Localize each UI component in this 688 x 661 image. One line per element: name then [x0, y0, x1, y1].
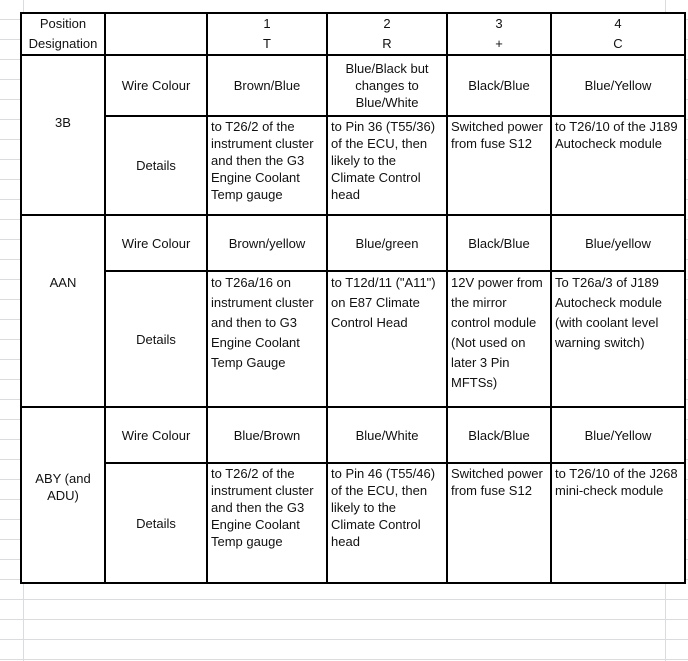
designation-label: Designation [28, 36, 98, 51]
wire-colour-value: Brown/Blue [233, 78, 301, 93]
details-cell[interactable] [551, 116, 685, 215]
position-number: 1 [263, 16, 271, 31]
wire-colour-label-cell[interactable] [105, 407, 207, 463]
table-row [21, 407, 685, 463]
wire-colour-cell[interactable] [447, 407, 551, 463]
wire-colour-cell[interactable] [327, 55, 447, 116]
details-cell[interactable] [551, 271, 685, 407]
header-row [21, 13, 685, 55]
details-cell[interactable] [207, 116, 327, 215]
wire-colour-cell[interactable] [327, 407, 447, 463]
details-label: Details [136, 515, 176, 531]
details-text: to T26/2 of the instrument cluster and then the G3 Engine Coolant Temp gauge [211, 119, 314, 202]
details-cell[interactable] [327, 271, 447, 407]
wire-colour-cell[interactable] [327, 215, 447, 271]
table-row [21, 116, 685, 215]
details-text: to Pin 46 (T55/46) of the ECU, then likely to the Climate Control head [331, 466, 436, 549]
header-empty-cell[interactable] [105, 13, 207, 55]
designation-value: C [613, 36, 623, 51]
details-text: to T26/10 of the J189 Autocheck module [555, 119, 678, 151]
wire-colour-label-cell[interactable] [105, 215, 207, 271]
details-cell[interactable] [447, 463, 551, 583]
wire-colour-label: Wire Colour [121, 427, 191, 443]
engine-cell-3b[interactable] [21, 55, 105, 215]
position-label: Position [39, 16, 87, 31]
engine-cell-aby[interactable] [21, 407, 105, 583]
wire-colour-value: Black/Blue [468, 427, 530, 443]
wire-colour-value: Blue/green [355, 235, 419, 251]
details-cell[interactable] [447, 116, 551, 215]
engine-name: AAN [49, 275, 77, 290]
wire-colour-cell[interactable] [447, 215, 551, 271]
wire-colour-value: Blue/yellow [585, 235, 651, 251]
table-row [21, 271, 685, 407]
wire-colour-value: Blue/Yellow [584, 427, 652, 443]
position-number: 3 [495, 16, 503, 31]
details-text: 12V power from the mirror control module (Not used on later 3 Pin MFTSs) [451, 275, 543, 390]
wire-colour-value: Brown/yellow [228, 235, 306, 251]
designation-value: R [382, 36, 392, 51]
header-position-2[interactable] [327, 13, 447, 55]
table-row [21, 463, 685, 583]
table-row [21, 55, 685, 116]
position-number: 2 [383, 16, 391, 31]
header-position-3[interactable] [447, 13, 551, 55]
position-number: 4 [614, 16, 622, 31]
wire-colour-value: Black/Blue [468, 235, 530, 251]
details-label-cell[interactable] [105, 463, 207, 583]
details-label-cell[interactable] [105, 116, 207, 215]
details-label: Details [136, 331, 176, 347]
designation-value: + [495, 36, 503, 51]
wire-colour-value: Blue/Black but changes to Blue/White [345, 61, 429, 110]
wire-colour-cell[interactable] [207, 55, 327, 116]
details-cell[interactable] [551, 463, 685, 583]
wire-colour-value: Blue/Yellow [584, 78, 652, 93]
engine-cell-aan[interactable] [21, 215, 105, 407]
wire-colour-cell[interactable] [207, 407, 327, 463]
wire-colour-value: Blue/White [355, 427, 419, 443]
wire-colour-cell[interactable] [447, 55, 551, 116]
details-text: to T12d/11 ("A11") on E87 Climate Control Head [331, 275, 436, 330]
details-label-cell[interactable] [105, 271, 207, 407]
wiring-table [20, 12, 686, 584]
details-cell[interactable] [207, 463, 327, 583]
details-text: To T26a/3 of J189 Autocheck module (with coolant level warning switch) [555, 275, 662, 350]
details-label: Details [136, 158, 176, 173]
wire-colour-value: Blue/Brown [233, 427, 301, 443]
wire-colour-cell[interactable] [551, 407, 685, 463]
header-label-cell[interactable] [21, 13, 105, 55]
details-cell[interactable] [327, 463, 447, 583]
wire-colour-cell[interactable] [551, 55, 685, 116]
details-cell[interactable] [447, 271, 551, 407]
table-row [21, 215, 685, 271]
header-position-4[interactable] [551, 13, 685, 55]
details-text: to T26/2 of the instrument cluster and then the G3 Engine Coolant Temp gauge [211, 466, 314, 549]
engine-name: ABY (and ADU) [35, 471, 91, 503]
wire-colour-value: Black/Blue [468, 78, 530, 93]
details-cell[interactable] [327, 116, 447, 215]
engine-name: 3B [55, 115, 71, 130]
wire-colour-cell[interactable] [207, 215, 327, 271]
details-text: to T26a/16 on instrument cluster and then to G3 Engine Coolant Temp Gauge [211, 275, 314, 370]
details-text: to Pin 36 (T55/36) of the ECU, then likely to the Climate Control head [331, 119, 436, 202]
wire-colour-label-cell[interactable] [105, 55, 207, 116]
details-cell[interactable] [207, 271, 327, 407]
designation-value: T [263, 36, 271, 51]
details-text: to T26/10 of the J268 mini-check module [555, 466, 678, 498]
wire-colour-label: Wire Colour [121, 235, 191, 251]
details-text: Switched power from fuse S12 [451, 119, 543, 151]
wire-colour-cell[interactable] [551, 215, 685, 271]
header-position-1[interactable] [207, 13, 327, 55]
wire-colour-label: Wire Colour [121, 78, 191, 93]
details-text: Switched power from fuse S12 [451, 466, 543, 498]
